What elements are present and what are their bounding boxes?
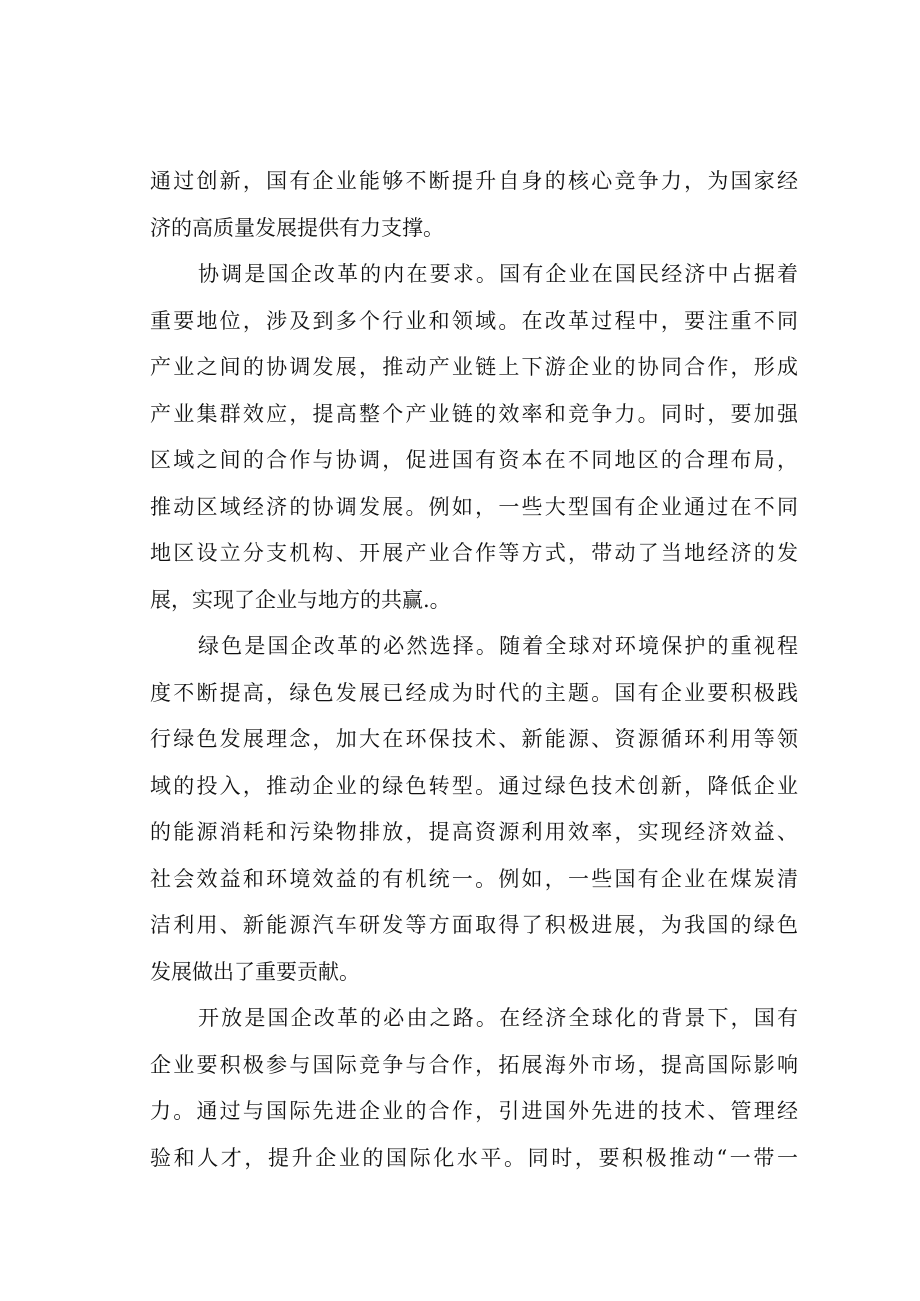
text-line: 区域之间的合作与协调，促进国有资本在不同地区的合理布局， xyxy=(150,448,798,472)
text-line: 社会效益和环境效益的有机统一。例如，一些国有企业在煤炭清 xyxy=(150,866,798,891)
text-line: 发展做出了重要贡献。 xyxy=(150,959,360,984)
paragraph-first-line: 协调是国企改革的内在要求。国有企业在国民经济中占据着 xyxy=(198,262,798,286)
text-line: 力。通过与国际先进企业的合作，引进国外先进的技术、管理经 xyxy=(150,1099,798,1123)
text-line: 产业集群效应，提高整个产业链的效率和竞争力。同时，要加强 xyxy=(150,401,798,426)
text-line: 的能源消耗和污染物排放，提高资源利用效率，实现经济效益、 xyxy=(150,820,798,844)
document-body xyxy=(150,158,798,1181)
text-line: 推动区域经济的协调发展。例如，一些大型国有企业通过在不同 xyxy=(150,494,798,519)
text-line: 企业要积极参与国际竞争与合作，拓展海外市场，提高国际影响 xyxy=(150,1052,798,1077)
text-line: 济的高质量发展提供有力支撑。 xyxy=(150,215,444,240)
text-line: 度不断提高，绿色发展已经成为时代的主题。国有企业要积极践 xyxy=(150,680,798,705)
text-line: 地区设立分支机构、开展产业合作等方式，带动了当地经济的发 xyxy=(150,541,798,565)
text-line: 重要地位，涉及到多个行业和领域。在改革过程中，要注重不同 xyxy=(150,308,798,333)
text-line: 展，实现了企业与地方的共赢.。 xyxy=(150,587,451,612)
paragraph-first-line: 开放是国企改革的必由之路。在经济全球化的背景下，国有 xyxy=(198,1006,798,1030)
paragraph-first-line: 绿色是国企改革的必然选择。随着全球对环境保护的重视程 xyxy=(198,634,798,658)
text-line: 通过创新，国有企业能够不断提升自身的核心竞争力，为国家经 xyxy=(150,169,798,193)
text-line: 域的投入，推动企业的绿色转型。通过绿色技术创新，降低企业 xyxy=(150,773,798,798)
text-line: 验和人才，提升企业的国际化水平。同时，要积极推动“一带一 xyxy=(150,1145,798,1170)
text-line: 行绿色发展理念，加大在环保技术、新能源、资源循环利用等领 xyxy=(150,727,798,751)
text-line: 洁利用、新能源汽车研发等方面取得了积极进展，为我国的绿色 xyxy=(150,913,798,937)
text-line: 产业之间的协调发展，推动产业链上下游企业的协同合作，形成 xyxy=(150,355,798,379)
